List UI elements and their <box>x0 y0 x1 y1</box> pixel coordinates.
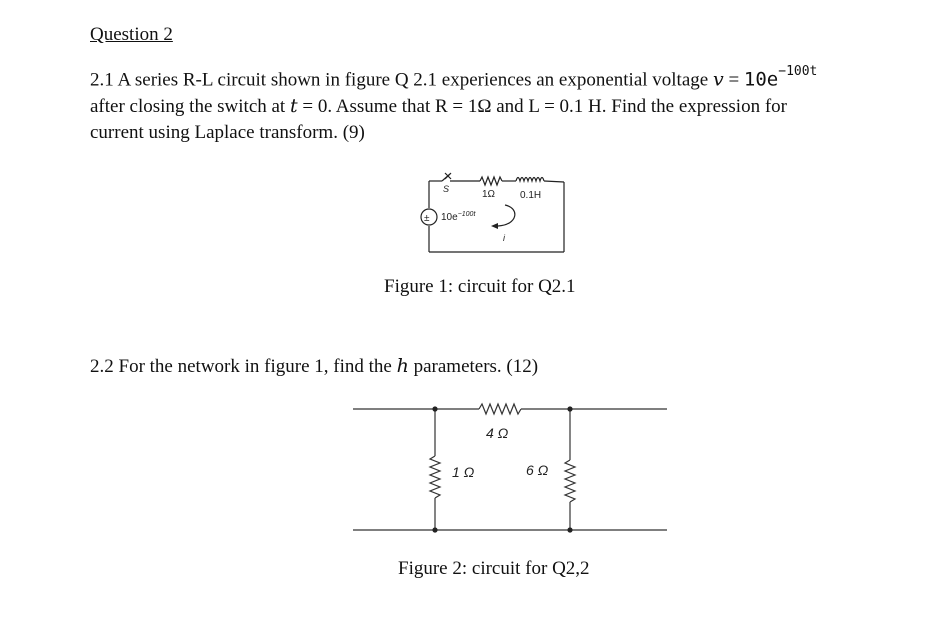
q21-eq-var: v <box>712 68 724 91</box>
figure-2-caption: Figure 2: circuit for Q2,2 <box>398 558 590 579</box>
q21-line2-t: t <box>289 95 298 118</box>
q22-text-b: parameters. (12) <box>408 356 539 377</box>
fig2-node-bottom-left <box>432 527 437 532</box>
fig1-current-label: i <box>503 233 505 243</box>
q21-line-3: current using Laplace transform. (9) <box>90 122 365 144</box>
q21-line2-a: after closing the switch at <box>90 96 290 118</box>
fig1-resistor-label: 1Ω <box>482 189 496 200</box>
q21-line1-text: 2.1 A series R-L circuit shown in figure Q 2.1 experiences an exponential voltage <box>90 69 713 91</box>
fig2-series-resistor-label: 4 Ω <box>486 425 509 441</box>
fig1-source-exp: −100t <box>457 211 476 218</box>
q21-eq-exp: −100t <box>778 64 818 79</box>
fig2-node-top-right <box>567 406 572 411</box>
fig2-left-shunt-resistor <box>430 456 440 498</box>
fig2-left-shunt-label: 1 Ω <box>452 464 475 480</box>
fig2-node-bottom-right <box>567 527 572 532</box>
figure-1-caption: Figure 1: circuit for Q2.1 <box>384 276 576 297</box>
question-heading: Question 2 <box>90 24 173 45</box>
fig2-right-shunt-resistor <box>565 460 575 502</box>
fig1-source-polarity: ± <box>424 213 430 224</box>
fig2-series-resistor <box>479 404 521 414</box>
fig1-inductor-label: 0.1H <box>520 190 542 201</box>
q21-line2-b: = 0. Assume that R = 1Ω and L = 0.1 H. Find the expression for <box>297 96 787 118</box>
q21-eq-sign: = <box>723 69 744 91</box>
q21-eq-base: 10e <box>743 68 779 91</box>
fig2-node-top-left <box>432 406 437 411</box>
q22-text-a: 2.2 For the network in figure 1, find the <box>90 356 397 377</box>
q22-h: h <box>396 355 409 377</box>
fig2-right-shunt-label: 6 Ω <box>526 462 549 478</box>
fig1-source-text: 10e <box>441 212 458 223</box>
fig1-switch-label: S <box>443 184 450 194</box>
